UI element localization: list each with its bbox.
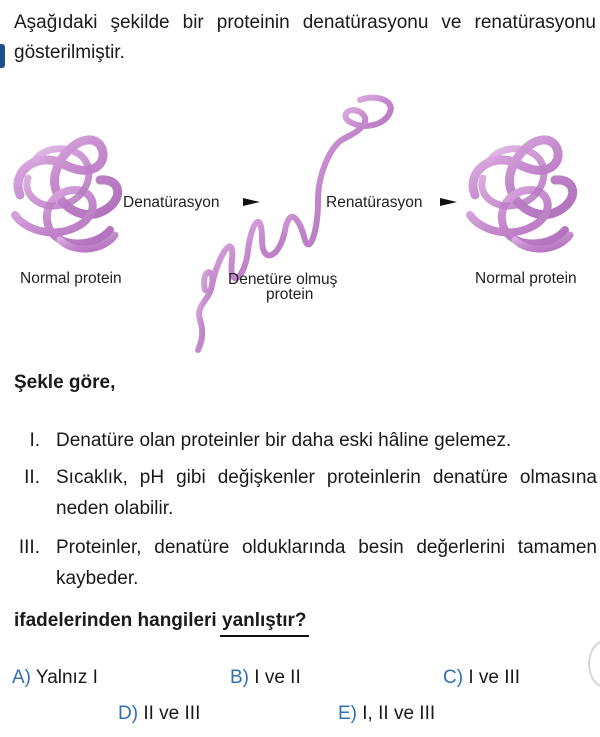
statement-2-text: Sıcaklık, pH gibi değişkenler proteinlerin denatüre olmasına neden olabilir. [56,467,597,519]
normal-protein-right-ribbon [470,140,573,249]
denatured-protein-label-line2: protein [266,286,314,303]
renaturation-arrow-icon [440,198,457,206]
statement-3-number: III. [18,537,40,558]
option-c-letter: C) [443,667,464,688]
denatured-protein-label-line1: Denetüre olmuş [228,271,338,288]
left-margin-marker [0,44,5,68]
statement-3-text: Proteinler, denatüre olduklarında besin değerlerini tamamen kaybeder. [56,537,597,589]
question-emphasis: yanlıştır [222,610,295,631]
renaturation-label: Renatürasyon [326,194,423,211]
denaturation-label: Denatürasyon [123,194,220,211]
statement-1-number: I. [29,430,40,451]
option-c-text: I ve III [463,667,521,688]
option-e-letter: E) [338,703,357,724]
statement-2-number: II. [24,467,40,488]
option-a[interactable] [12,667,98,689]
option-d-letter: D) [118,703,139,724]
option-b[interactable] [230,667,301,689]
normal-protein-left-label: Normal protein [20,270,122,287]
option-d[interactable] [118,703,200,725]
question-suffix: ? [294,610,307,631]
option-a-text: Yalnız I [31,667,98,688]
option-d-text: II ve III [138,703,201,724]
option-e-text: I, II ve III [357,703,436,724]
option-a-letter: A) [12,667,31,688]
normal-protein-right-label: Normal protein [475,270,577,287]
question-prefix: ifadelerinden hangileri [14,610,222,631]
intro-text: Aşağıdaki şekilde bir proteinin denatürasyonu ve renatürasyonu gösterilmiştir. [14,12,596,63]
option-e[interactable] [338,703,435,725]
question-stem: Şekle göre, [14,372,116,393]
option-b-text: I ve II [249,667,301,688]
option-b-letter: B) [230,667,249,688]
statement-1-text: Denatüre olan proteinler bir daha eski hâline gelemez. [56,430,512,451]
question-text [14,610,306,632]
normal-protein-left-ribbon [15,140,118,249]
option-c[interactable] [443,667,520,689]
page-corner-decoration [588,640,600,688]
figure-illustration [0,90,600,360]
protein-denaturation-figure [0,90,600,360]
denaturation-arrow-icon [243,198,260,206]
denatured-protein-ribbon [198,98,391,350]
